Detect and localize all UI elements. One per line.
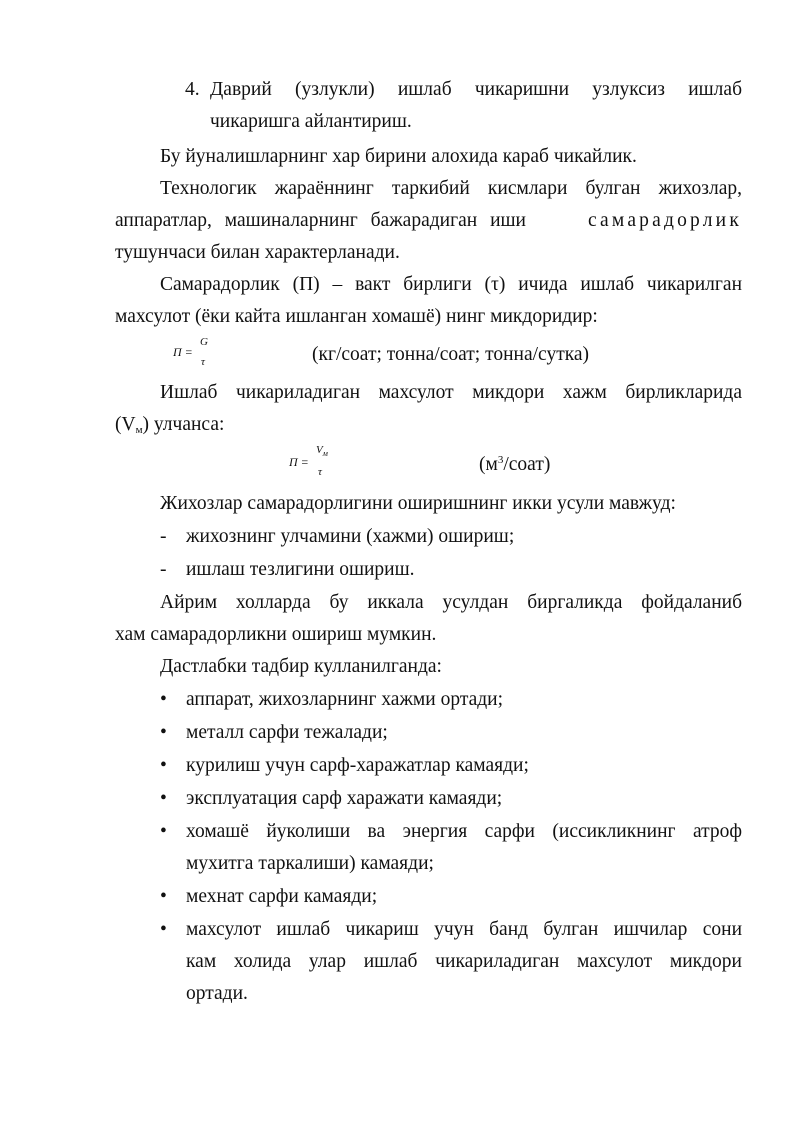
formula2-denominator: τ <box>318 466 322 478</box>
bullet-marker: • <box>160 689 167 710</box>
paragraph-volume-line2 <box>115 415 224 436</box>
bullet-marker: • <box>160 919 167 940</box>
bullet-item-4: эксплуатация сарф харажати камаяди; <box>186 788 503 809</box>
paragraph-directions: Бу йуналишларнинг хар бирини алохида караб чикайлик. <box>160 146 637 167</box>
formula2-units-pre: (м <box>479 454 498 475</box>
dash-marker: - <box>160 526 167 547</box>
bullet-item-1: аппарат, жихозларнинг хажми ортади; <box>186 689 504 710</box>
formula2-lhs: П = <box>289 455 309 469</box>
bullet-item-7-line2: кам холида улар ишлаб чикариладиган махсулот микдори <box>186 951 742 972</box>
formula-productivity-mass <box>170 336 230 366</box>
formula-productivity-volume <box>287 444 357 476</box>
formula1-lhs: П = <box>173 345 193 359</box>
formula1-denominator: τ <box>201 356 205 368</box>
bullet-marker: • <box>160 821 167 842</box>
bullet-marker: • <box>160 755 167 776</box>
formula2-units-sup: 3 <box>497 454 504 466</box>
paragraph-first-measure: Дастлабки тадбир кулланилганда: <box>160 656 442 677</box>
formula2-numerator-base: V <box>316 444 323 456</box>
bullet-item-3: курилиш учун сарф-харажатлар камаяди; <box>186 755 529 776</box>
dash-marker: - <box>160 559 167 580</box>
paragraph-equipment-line1: Технологик жараённинг таркибий кисмлари булган жихозлар, <box>160 178 742 199</box>
formula1-numerator: G <box>200 336 208 348</box>
bullet-item-7-line3: ортади. <box>186 983 248 1004</box>
paragraph-volume-line2-pre: (V <box>115 414 136 435</box>
paragraph-methods: Жихозлар самарадорлигини оширишнинг икки усули мавжуд: <box>160 493 676 514</box>
bullet-marker: • <box>160 788 167 809</box>
term-productivity: самарадорлик <box>587 210 742 231</box>
paragraph-definition-line1: Самарадорлик (П) – вакт бирлиги (τ) ичида ишлаб чикарилган <box>160 274 742 295</box>
list-number: 4. <box>185 79 200 100</box>
paragraph-combined-line1: Айрим холларда бу иккала усулдан биргаликда фойдаланиб <box>160 592 742 613</box>
paragraph-volume-line2-sub: м <box>135 424 143 436</box>
paragraph-combined-line2: хам самарадорликни ошириш мумкин. <box>115 624 437 645</box>
formula2-numerator-sub: м <box>322 449 328 458</box>
paragraph-equipment-line2 <box>115 211 742 231</box>
dash-item-2: ишлаш тезлигини ошириш. <box>186 559 415 580</box>
formula2-units <box>479 455 550 475</box>
paragraph-volume-line1: Ишлаб чикариладиган махсулот микдори хажм бирликларида <box>160 382 742 403</box>
bullet-item-5-line2: мухитга таркалиши) камаяди; <box>186 853 434 874</box>
bullet-marker: • <box>160 722 167 743</box>
formula1-units: (кг/соат; тонна/соат; тонна/сутка) <box>312 344 590 365</box>
dash-item-1: жихознинг улчамини (хажми) ошириш; <box>186 526 515 547</box>
paragraph-definition-line2: махсулот (ёки кайта ишланган хомашё) нинг микдоридир: <box>115 306 598 327</box>
bullet-item-6: мехнат сарфи камаяди; <box>186 886 378 907</box>
bullet-item-7-line1: махсулот ишлаб чикариш учун банд булган ишчилар сони <box>186 919 742 940</box>
paragraph-equipment-line2-text: аппаратлар, машиналарнинг бажарадиган иши <box>115 210 526 231</box>
formula2-numerator <box>316 444 328 458</box>
bullet-item-5-line1: хомашё йуколиши ва энергия сарфи (иссикликнинг атроф <box>186 821 742 842</box>
paragraph-volume-line2-post: ) улчанса: <box>142 414 225 435</box>
paragraph-equipment-line3: тушунчаси билан характерланади. <box>115 242 400 263</box>
bullet-item-2: металл сарфи тежалади; <box>186 722 388 743</box>
list-item-4-line1: Даврий (узлукли) ишлаб чикаришни узлуксиз ишлаб <box>210 79 742 100</box>
bullet-marker: • <box>160 886 167 907</box>
list-item-4-line2: чикаришга айлантириш. <box>210 111 412 132</box>
formula2-units-post: /соат) <box>503 454 551 475</box>
